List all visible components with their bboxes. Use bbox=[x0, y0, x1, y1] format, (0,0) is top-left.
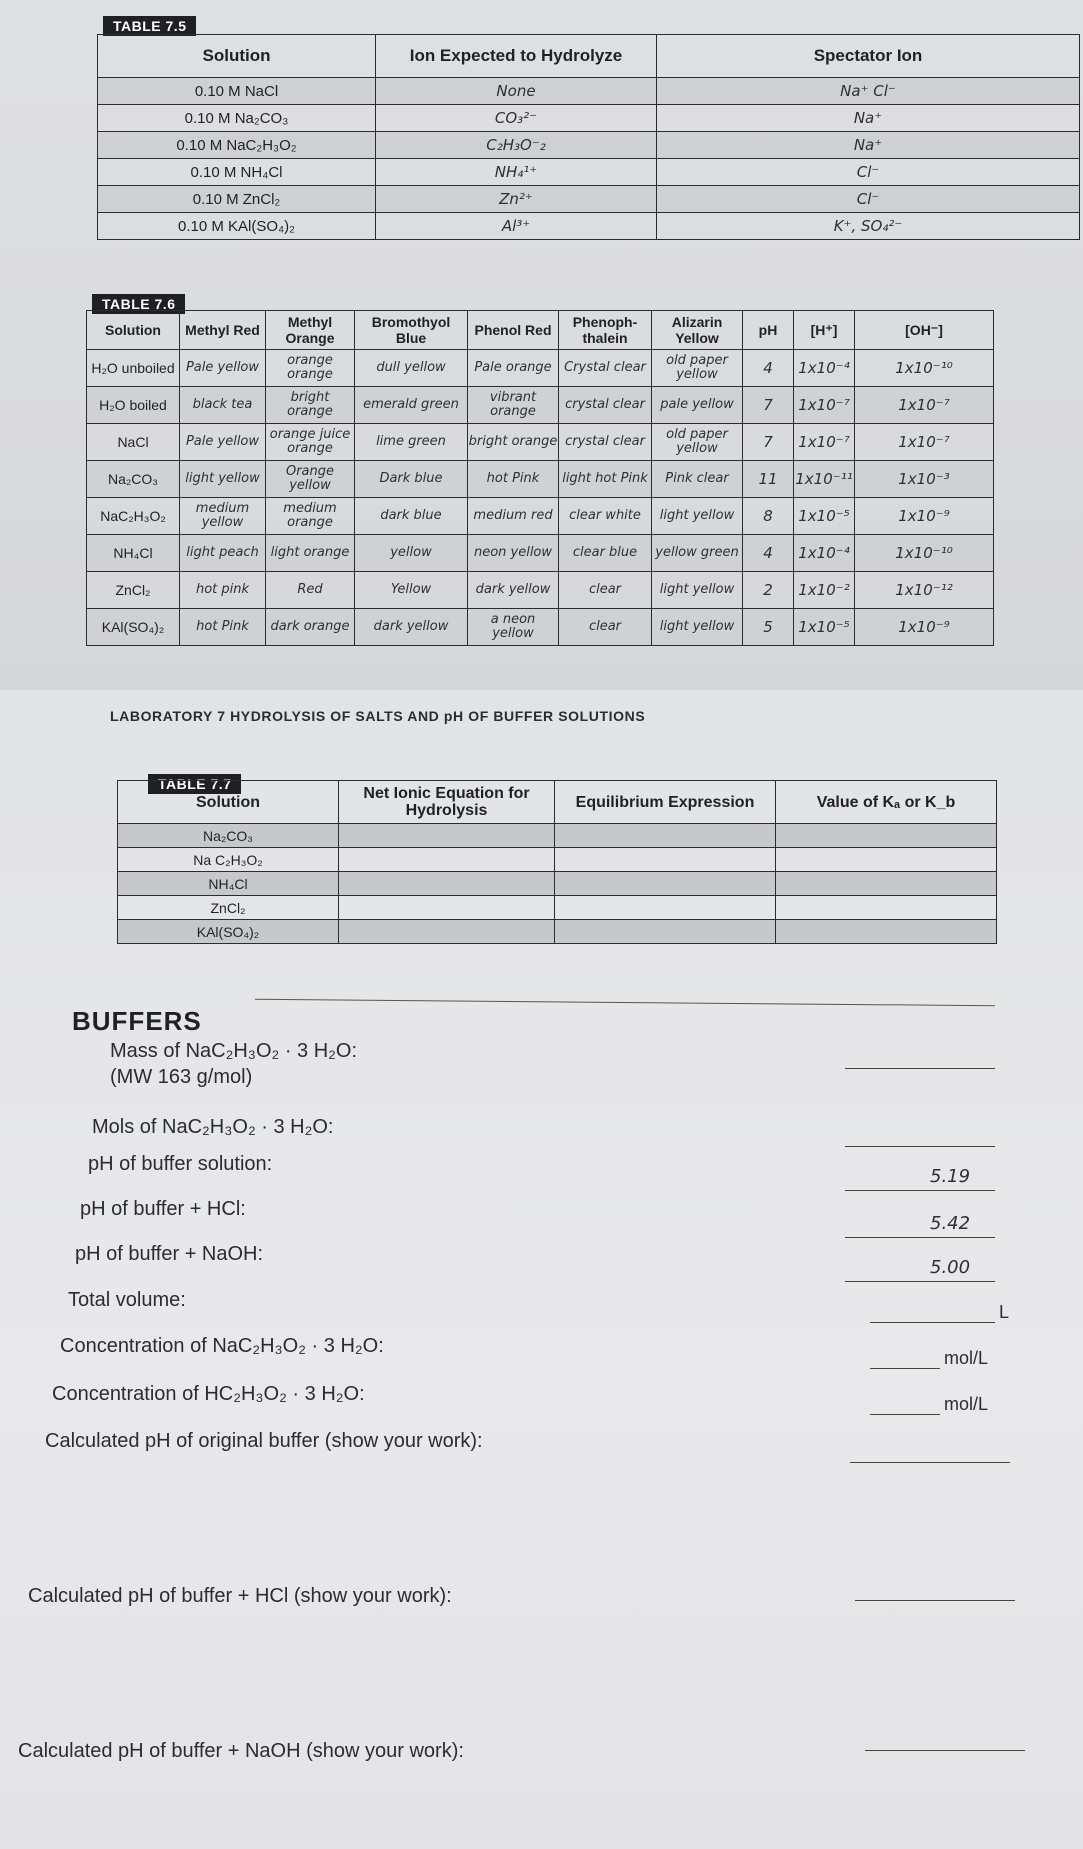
table-row bbox=[87, 572, 994, 609]
answer-cell[interactable] bbox=[776, 848, 997, 872]
column-header: pH bbox=[743, 311, 794, 350]
table-7-5 bbox=[97, 34, 1080, 240]
table-row bbox=[87, 350, 994, 387]
answer-value: 5.19 bbox=[930, 1166, 971, 1187]
column-header: Methyl Red bbox=[180, 311, 266, 350]
answer-line[interactable] bbox=[865, 1750, 1025, 1751]
answer-cell[interactable] bbox=[776, 896, 997, 920]
answer-cell[interactable] bbox=[776, 920, 997, 944]
observation-cell: hot pink bbox=[180, 572, 266, 609]
answer-cell[interactable] bbox=[339, 872, 555, 896]
column-header: Equilibrium Expression bbox=[555, 781, 776, 824]
buffers-heading: BUFFERS bbox=[72, 1006, 202, 1036]
spectator-cell: K⁺, SO₄²⁻ bbox=[657, 213, 1080, 240]
observation-cell: light yellow bbox=[180, 461, 266, 498]
observation-cell: 1x10⁻⁷ bbox=[855, 387, 994, 424]
solution-cell: ZnCl₂ bbox=[118, 896, 339, 920]
observation-cell: 1x10⁻¹⁰ bbox=[855, 535, 994, 572]
solution-cell: NaC₂H₃O₂ bbox=[87, 498, 180, 535]
solution-cell: KAl(SO₄)₂ bbox=[118, 920, 339, 944]
spectator-cell: Na⁺ Cl⁻ bbox=[657, 78, 1080, 105]
observation-cell: 1x10⁻⁹ bbox=[855, 609, 994, 646]
observation-cell: 1x10⁻¹⁰ bbox=[855, 350, 994, 387]
observation-cell: medium yellow bbox=[180, 498, 266, 535]
column-header: Net Ionic Equation for Hydrolysis bbox=[339, 781, 555, 824]
lab-title: LABORATORY 7 HYDROLYSIS OF SALTS AND pH OF BUFFER SOLUTIONS bbox=[110, 708, 646, 724]
column-header: Solution bbox=[87, 311, 180, 350]
observation-cell: 1x10⁻⁴ bbox=[794, 535, 855, 572]
answer-value: 5.00 bbox=[930, 1257, 971, 1278]
column-header: Alizarin Yellow bbox=[652, 311, 743, 350]
answer-line[interactable] bbox=[845, 1190, 995, 1191]
ion-cell: Zn²⁺ bbox=[376, 186, 657, 213]
solution-cell: ZnCl₂ bbox=[87, 572, 180, 609]
observation-cell: bright orange bbox=[468, 424, 559, 461]
table-row bbox=[118, 824, 997, 848]
observation-cell: 7 bbox=[743, 424, 794, 461]
observation-cell: neon yellow bbox=[468, 535, 559, 572]
solution-cell: Na₂CO₃ bbox=[87, 461, 180, 498]
table-7-6-tag: TABLE 7.6 bbox=[92, 294, 185, 314]
observation-cell: Dark blue bbox=[355, 461, 468, 498]
solution-cell: NH₄Cl bbox=[87, 535, 180, 572]
column-header: Ion Expected to Hydrolyze bbox=[376, 35, 657, 78]
answer-cell[interactable] bbox=[555, 896, 776, 920]
answer-cell[interactable] bbox=[339, 920, 555, 944]
table-7-6 bbox=[86, 310, 994, 646]
table-row bbox=[98, 78, 1080, 105]
observation-cell: Pale orange bbox=[468, 350, 559, 387]
spectator-cell: Na⁺ bbox=[657, 132, 1080, 159]
observation-cell: light hot Pink bbox=[559, 461, 652, 498]
observation-cell: 1x10⁻⁷ bbox=[794, 387, 855, 424]
observation-cell: light peach bbox=[180, 535, 266, 572]
answer-cell[interactable] bbox=[339, 848, 555, 872]
observation-cell: yellow bbox=[355, 535, 468, 572]
solution-cell: 0.10 M KAl(SO₄)₂ bbox=[98, 213, 376, 240]
ion-cell: C₂H₃O⁻₂ bbox=[376, 132, 657, 159]
observation-cell: 7 bbox=[743, 387, 794, 424]
column-header: Bromothyol Blue bbox=[355, 311, 468, 350]
observation-cell: vibrant orange bbox=[468, 387, 559, 424]
solution-cell: 0.10 M NaCl bbox=[98, 78, 376, 105]
observation-cell: yellow green bbox=[652, 535, 743, 572]
table-row bbox=[118, 872, 997, 896]
table-row bbox=[87, 609, 994, 646]
solution-cell: H₂O boiled bbox=[87, 387, 180, 424]
ion-cell: NH₄¹⁺ bbox=[376, 159, 657, 186]
observation-cell: 4 bbox=[743, 350, 794, 387]
observation-cell: lime green bbox=[355, 424, 468, 461]
answer-line[interactable] bbox=[845, 1281, 995, 1282]
observation-cell: black tea bbox=[180, 387, 266, 424]
table-row bbox=[87, 498, 994, 535]
observation-cell: light yellow bbox=[652, 572, 743, 609]
solution-cell: KAl(SO₄)₂ bbox=[87, 609, 180, 646]
table-row bbox=[118, 896, 997, 920]
observation-cell: 2 bbox=[743, 572, 794, 609]
question-label: pH of buffer + HCl: bbox=[80, 1198, 246, 1220]
observation-cell: light yellow bbox=[652, 498, 743, 535]
observation-cell: emerald green bbox=[355, 387, 468, 424]
observation-cell: 4 bbox=[743, 535, 794, 572]
column-header: Spectator Ion bbox=[657, 35, 1080, 78]
answer-cell[interactable] bbox=[555, 920, 776, 944]
answer-line[interactable] bbox=[845, 1237, 995, 1238]
solution-cell: NaCl bbox=[87, 424, 180, 461]
observation-cell: Red bbox=[266, 572, 355, 609]
answer-line[interactable] bbox=[845, 1068, 995, 1069]
solution-cell: Na C₂H₃O₂ bbox=[118, 848, 339, 872]
observation-cell: 8 bbox=[743, 498, 794, 535]
ion-cell: None bbox=[376, 78, 657, 105]
spectator-cell: Na⁺ bbox=[657, 105, 1080, 132]
answer-cell[interactable] bbox=[339, 896, 555, 920]
answer-line[interactable] bbox=[850, 1462, 1010, 1463]
table-row bbox=[98, 159, 1080, 186]
question-label: Concentration of HC₂H₃O₂ · 3 H₂O: bbox=[52, 1383, 365, 1405]
observation-cell: 1x10⁻⁷ bbox=[855, 424, 994, 461]
observation-cell: old paper yellow bbox=[652, 350, 743, 387]
answer-cell[interactable] bbox=[555, 848, 776, 872]
column-header: Value of Kₐ or K_b bbox=[776, 781, 997, 824]
question-label: pH of buffer + NaOH: bbox=[75, 1243, 264, 1265]
observation-cell: crystal clear bbox=[559, 387, 652, 424]
table-7-7 bbox=[117, 780, 997, 944]
table-7-5-tag: TABLE 7.5 bbox=[103, 16, 196, 36]
answer-cell[interactable] bbox=[555, 872, 776, 896]
answer-line[interactable] bbox=[870, 1322, 995, 1323]
observation-cell: bright orange bbox=[266, 387, 355, 424]
table-row bbox=[87, 387, 994, 424]
observation-cell: dark orange bbox=[266, 609, 355, 646]
observation-cell: dark yellow bbox=[355, 609, 468, 646]
column-header: Methyl Orange bbox=[266, 311, 355, 350]
observation-cell: hot Pink bbox=[180, 609, 266, 646]
spectator-cell: Cl⁻ bbox=[657, 159, 1080, 186]
observation-cell: Yellow bbox=[355, 572, 468, 609]
observation-cell: pale yellow bbox=[652, 387, 743, 424]
observation-cell: clear blue bbox=[559, 535, 652, 572]
observation-cell: orange orange bbox=[266, 350, 355, 387]
solution-cell: Na₂CO₃ bbox=[118, 824, 339, 848]
answer-cell[interactable] bbox=[776, 872, 997, 896]
question-label: Calculated pH of original buffer (show your work): bbox=[45, 1430, 483, 1452]
table-row bbox=[98, 105, 1080, 132]
observation-cell: 1x10⁻⁷ bbox=[794, 424, 855, 461]
table-row bbox=[98, 186, 1080, 213]
answer-cell[interactable] bbox=[776, 824, 997, 848]
observation-cell: 1x10⁻³ bbox=[855, 461, 994, 498]
question-label: Calculated pH of buffer + NaOH (show your work): bbox=[18, 1740, 464, 1762]
answer-cell[interactable] bbox=[339, 824, 555, 848]
observation-cell: 1x10⁻¹¹ bbox=[794, 461, 855, 498]
observation-cell: crystal clear bbox=[559, 424, 652, 461]
table-7-7-tag: TABLE 7.7 bbox=[148, 774, 241, 794]
table-row bbox=[118, 848, 997, 872]
table-row bbox=[118, 920, 997, 944]
answer-line[interactable] bbox=[870, 1368, 940, 1369]
answer-value: 5.42 bbox=[930, 1213, 971, 1234]
observation-cell: 1x10⁻⁴ bbox=[794, 350, 855, 387]
observation-cell: 1x10⁻¹² bbox=[855, 572, 994, 609]
observation-cell: medium red bbox=[468, 498, 559, 535]
solution-cell: 0.10 M ZnCl₂ bbox=[98, 186, 376, 213]
solution-cell: NH₄Cl bbox=[118, 872, 339, 896]
observation-cell: Pale yellow bbox=[180, 424, 266, 461]
question-label: Mass of NaC₂H₃O₂ · 3 H₂O: bbox=[110, 1040, 358, 1062]
column-header: Phenol Red bbox=[468, 311, 559, 350]
column-header: Solution bbox=[98, 35, 376, 78]
answer-cell[interactable] bbox=[555, 824, 776, 848]
observation-cell: medium orange bbox=[266, 498, 355, 535]
observation-cell: clear bbox=[559, 609, 652, 646]
column-header: Phenoph-thalein bbox=[559, 311, 652, 350]
observation-cell: 1x10⁻⁵ bbox=[794, 498, 855, 535]
question-label: Concentration of NaC₂H₃O₂ · 3 H₂O: bbox=[60, 1335, 384, 1357]
question-sublabel: (MW 163 g/mol) bbox=[110, 1066, 253, 1088]
observation-cell: dark yellow bbox=[468, 572, 559, 609]
question-label: Mols of NaC₂H₃O₂ · 3 H₂O: bbox=[92, 1116, 334, 1138]
solution-cell: 0.10 M Na₂CO₃ bbox=[98, 105, 376, 132]
answer-line[interactable] bbox=[870, 1414, 940, 1415]
answer-line[interactable] bbox=[855, 1600, 1015, 1601]
observation-cell: Crystal clear bbox=[559, 350, 652, 387]
table-row bbox=[87, 535, 994, 572]
observation-cell: hot Pink bbox=[468, 461, 559, 498]
observation-cell: clear bbox=[559, 572, 652, 609]
observation-cell: old paper yellow bbox=[652, 424, 743, 461]
question-label: Total volume: bbox=[68, 1289, 186, 1311]
table-row bbox=[98, 213, 1080, 240]
ion-cell: CO₃²⁻ bbox=[376, 105, 657, 132]
table-row bbox=[87, 424, 994, 461]
question-label: pH of buffer solution: bbox=[88, 1153, 273, 1175]
unit-label: mol/L bbox=[944, 1394, 989, 1414]
observation-cell: orange juice orange bbox=[266, 424, 355, 461]
observation-cell: Orange yellow bbox=[266, 461, 355, 498]
observation-cell: a neon yellow bbox=[468, 609, 559, 646]
observation-cell: 5 bbox=[743, 609, 794, 646]
observation-cell: clear white bbox=[559, 498, 652, 535]
table-row bbox=[87, 461, 994, 498]
unit-label: L bbox=[999, 1302, 1010, 1322]
unit-label: mol/L bbox=[944, 1348, 989, 1368]
observation-cell: dark blue bbox=[355, 498, 468, 535]
observation-cell: light yellow bbox=[652, 609, 743, 646]
column-header: [OH⁻] bbox=[855, 311, 994, 350]
solution-cell: H₂O unboiled bbox=[87, 350, 180, 387]
column-header: [H⁺] bbox=[794, 311, 855, 350]
table-row bbox=[98, 132, 1080, 159]
column-header: Solution bbox=[118, 781, 339, 824]
observation-cell: dull yellow bbox=[355, 350, 468, 387]
observation-cell: Pink clear bbox=[652, 461, 743, 498]
observation-cell: 11 bbox=[743, 461, 794, 498]
observation-cell: Pale yellow bbox=[180, 350, 266, 387]
solution-cell: 0.10 M NaC₂H₃O₂ bbox=[98, 132, 376, 159]
ion-cell: Al³⁺ bbox=[376, 213, 657, 240]
solution-cell: 0.10 M NH₄Cl bbox=[98, 159, 376, 186]
observation-cell: 1x10⁻⁵ bbox=[794, 609, 855, 646]
spectator-cell: Cl⁻ bbox=[657, 186, 1080, 213]
question-label: Calculated pH of buffer + HCl (show your work): bbox=[28, 1585, 452, 1607]
observation-cell: 1x10⁻² bbox=[794, 572, 855, 609]
observation-cell: 1x10⁻⁹ bbox=[855, 498, 994, 535]
answer-line[interactable] bbox=[845, 1146, 995, 1147]
observation-cell: light orange bbox=[266, 535, 355, 572]
